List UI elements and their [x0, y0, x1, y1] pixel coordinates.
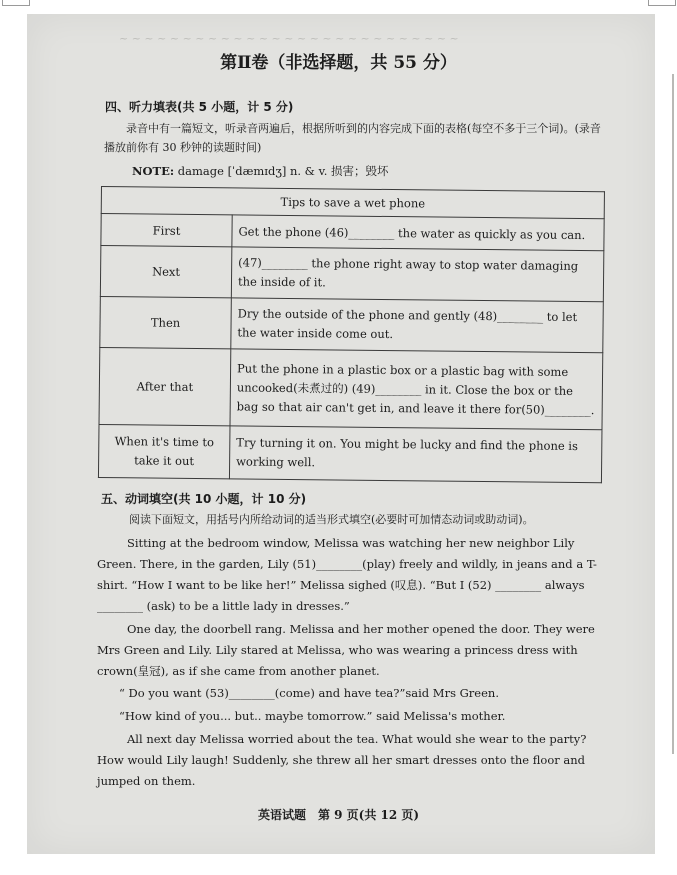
binding-line [672, 74, 674, 754]
paragraph-2: One day, the doorbell rang. Melissa and her mother opened the door. They were Mrs Green and Lily. Lily stared at Melissa, who was wearing a princess dress with crown(皇冠), as if she came from another planet. [97, 622, 595, 678]
listening-heading: 四、听力填表(共 5 小题，计 5 分) [105, 100, 294, 114]
row-content: Dry the outside of the phone and gently (48)________ to let the water inside come out. [231, 298, 604, 353]
note-line [132, 163, 389, 179]
verbs-instructions: 阅读下面短文，用括号内所给动词的适当形式填空(必要时可加情态动词或助动词)。 [129, 513, 534, 526]
note-label: NOTE: [132, 164, 175, 178]
listening-instructions: 录音中有一篇短文，听录音两遍后，根据所听到的内容完成下面的表格(每空不多于三个词)。(录音播放前你有 30 秒钟的读题时间) [104, 122, 601, 154]
paragraph-4: “How kind of you... but.. maybe tomorrow.” said Melissa's mother. [119, 709, 506, 723]
table-header: Tips to save a wet phone [101, 187, 604, 219]
row-content: Try turning it on. You might be lucky and find the phone is working well. [229, 426, 602, 483]
bleed-through-text: ~ ~ ~ ~ ~ ~ ~ ~ ~ ~ ~ ~ ~ ~ ~ ~ ~ ~ ~ ~ ~ ~ ~ ~ ~ ~ ~ [119, 32, 459, 45]
row-label: After that [99, 347, 231, 425]
tips-table [98, 186, 605, 483]
row-content: Put the phone in a plastic box or a plastic bag with some uncooked(未煮过的) (49)________ in it. Close the box or the bag so that air can't get in, and leave it there for(50)________. [230, 349, 603, 430]
page-title: 第Ⅱ卷（非选择题，共 55 分） [220, 53, 457, 73]
row-content: Get the phone (46)________ the water as quickly as you can. [232, 215, 604, 251]
paragraph-3: “ Do you want (53)________(come) and have tea?”said Mrs Green. [119, 686, 499, 700]
table-row [98, 424, 602, 482]
table-row [99, 347, 603, 429]
table-row [100, 296, 604, 352]
row-content: (47)________ the phone right away to stop water damaging the inside of it. [231, 247, 604, 302]
row-label: First [101, 214, 232, 247]
verbs-heading: 五、动词填空(共 10 小题，计 10 分) [101, 492, 307, 506]
page-corner-left [2, 0, 30, 6]
note-text: damage [ˈdæmɪdʒ] n. & v. 损害；毁坏 [177, 164, 389, 178]
page-footer: 英语试题 第 9 页(共 12 页) [257, 808, 420, 822]
paragraph-1: Sitting at the bedroom window, Melissa was watching her new neighbor Lily Green. There, in the garden, Lily (51)________(play) freely and wildly, in jeans and a T-shirt. “How I want to be like her!” Melissa sighed (叹息). “But I (52) ________ always ________ (ask) to be a little lady in dresses.” [97, 536, 597, 613]
row-label: When it's time to take it out [98, 424, 230, 478]
table-row [100, 246, 604, 302]
page-corner-right [648, 0, 676, 6]
paragraph-5: All next day Melissa worried about the tea. What would she wear to the party? How would Lily laugh! Suddenly, she threw all her smart dresses onto the floor and jumped on them. [97, 732, 587, 788]
row-label: Then [100, 296, 232, 348]
table-row [101, 214, 604, 251]
row-label: Next [100, 246, 232, 298]
